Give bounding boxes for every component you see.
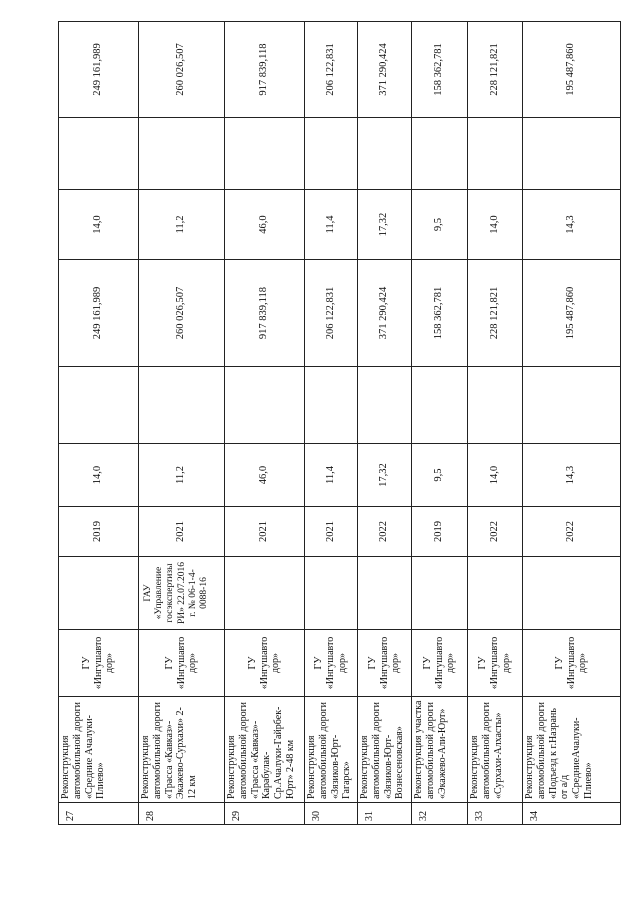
extra-value bbox=[305, 367, 358, 444]
road-length-planned: 17,32 bbox=[358, 190, 412, 260]
expertise-conclusion bbox=[305, 557, 358, 630]
row-number: 33 bbox=[468, 803, 523, 825]
table-row bbox=[305, 22, 358, 825]
road-length: 46,0 bbox=[225, 444, 305, 507]
road-length-planned: 14,0 bbox=[59, 190, 139, 260]
customer-org: ГУ «Ингушавто дор» bbox=[225, 630, 305, 697]
road-length-planned: 14,3 bbox=[523, 190, 621, 260]
table-body bbox=[59, 22, 621, 825]
estimated-cost: 228 121,821 bbox=[468, 260, 523, 367]
row-number: 28 bbox=[139, 803, 225, 825]
extra-value bbox=[412, 367, 468, 444]
table-row bbox=[412, 22, 468, 825]
customer-org: ГУ «Ингушавто дор» bbox=[412, 630, 468, 697]
extra-value-planned bbox=[358, 118, 412, 190]
estimated-cost: 206 122,831 bbox=[305, 260, 358, 367]
rotated-page bbox=[58, 22, 620, 825]
row-number: 32 bbox=[412, 803, 468, 825]
customer-org: ГУ «Ингушавто дор» bbox=[59, 630, 139, 697]
expertise-conclusion: ГАУ «Управление госэкспертизы РИ» 22.07.2016 г. № 06-1-4-0088-16 bbox=[139, 557, 225, 630]
row-number: 30 bbox=[305, 803, 358, 825]
row-number: 31 bbox=[358, 803, 412, 825]
customer-org: ГУ «Ингушавто дор» bbox=[139, 630, 225, 697]
extra-value-planned bbox=[139, 118, 225, 190]
road-reconstruction-table bbox=[58, 21, 621, 825]
road-length: 14,0 bbox=[59, 444, 139, 507]
extra-value-planned bbox=[305, 118, 358, 190]
table-row bbox=[139, 22, 225, 825]
object-name: Реконструкция автомобильной дороги «Сурхахи-Алхасты» bbox=[468, 697, 523, 803]
expertise-conclusion bbox=[59, 557, 139, 630]
table-row bbox=[468, 22, 523, 825]
extra-value bbox=[139, 367, 225, 444]
road-length-planned: 11,2 bbox=[139, 190, 225, 260]
completion-year: 2021 bbox=[225, 507, 305, 557]
planned-cost: 371 290,424 bbox=[358, 22, 412, 118]
road-length-planned: 9,5 bbox=[412, 190, 468, 260]
customer-org: ГУ «Ингушавто дор» bbox=[358, 630, 412, 697]
table-row bbox=[358, 22, 412, 825]
extra-value-planned bbox=[412, 118, 468, 190]
expertise-conclusion bbox=[468, 557, 523, 630]
planned-cost: 158 362,781 bbox=[412, 22, 468, 118]
completion-year: 2022 bbox=[358, 507, 412, 557]
table-row bbox=[225, 22, 305, 825]
extra-value-planned bbox=[59, 118, 139, 190]
object-name: Реконструкция автомобильной дороги «Трасса «Кавказ»-Экажево-Сурхахи» 2-12 км bbox=[139, 697, 225, 803]
object-name: Реконструкция автомобильной дороги «Зязиков-Юрт-Вознесеновская» bbox=[358, 697, 412, 803]
estimated-cost: 260 026,507 bbox=[139, 260, 225, 367]
road-length: 17,32 bbox=[358, 444, 412, 507]
road-length: 9,5 bbox=[412, 444, 468, 507]
road-length: 14,0 bbox=[468, 444, 523, 507]
expertise-conclusion bbox=[358, 557, 412, 630]
customer-org: ГУ «Ингушавто дор» bbox=[468, 630, 523, 697]
planned-cost: 249 161,989 bbox=[59, 22, 139, 118]
completion-year: 2021 bbox=[139, 507, 225, 557]
completion-year: 2022 bbox=[523, 507, 621, 557]
extra-value bbox=[468, 367, 523, 444]
table-row bbox=[523, 22, 621, 825]
object-name: Реконструкция участка автомобильной дороги «Экажево-Али-Юрт» bbox=[412, 697, 468, 803]
object-name: Реконструкция автомобильной дороги «Средние Ачалуки-Плиево» bbox=[59, 697, 139, 803]
customer-org: ГУ «Ингушавто дор» bbox=[523, 630, 621, 697]
road-length: 11,4 bbox=[305, 444, 358, 507]
extra-value bbox=[523, 367, 621, 444]
estimated-cost: 249 161,989 bbox=[59, 260, 139, 367]
object-name: Реконструкция автомобильной дороги «Подъезд к г.Назрань от а/д «СредниеАчалуки-Плиево» bbox=[523, 697, 621, 803]
row-number: 34 bbox=[523, 803, 621, 825]
estimated-cost: 371 290,424 bbox=[358, 260, 412, 367]
planned-cost: 228 121,821 bbox=[468, 22, 523, 118]
road-length-planned: 46,0 bbox=[225, 190, 305, 260]
table-frame bbox=[58, 22, 620, 825]
extra-value-planned bbox=[225, 118, 305, 190]
object-name: Реконструкция автомобильной дороги «Трасса «Кавказ»-Карабулак-Ср.Ачалуки-Гайрбек-Юрт» 2-48 км bbox=[225, 697, 305, 803]
planned-cost: 260 026,507 bbox=[139, 22, 225, 118]
planned-cost: 195 487,860 bbox=[523, 22, 621, 118]
completion-year: 2022 bbox=[468, 507, 523, 557]
completion-year: 2019 bbox=[59, 507, 139, 557]
road-length-planned: 11,4 bbox=[305, 190, 358, 260]
road-length-planned: 14,0 bbox=[468, 190, 523, 260]
expertise-conclusion bbox=[225, 557, 305, 630]
estimated-cost: 158 362,781 bbox=[412, 260, 468, 367]
object-name: Реконструкция автомобильной дороги «Зязиков-Юрт-Гагарск» bbox=[305, 697, 358, 803]
completion-year: 2019 bbox=[412, 507, 468, 557]
estimated-cost: 917 839,118 bbox=[225, 260, 305, 367]
extra-value bbox=[358, 367, 412, 444]
planned-cost: 917 839,118 bbox=[225, 22, 305, 118]
estimated-cost: 195 487,860 bbox=[523, 260, 621, 367]
extra-value-planned bbox=[468, 118, 523, 190]
planned-cost: 206 122,831 bbox=[305, 22, 358, 118]
table-row bbox=[59, 22, 139, 825]
completion-year: 2021 bbox=[305, 507, 358, 557]
road-length: 11,2 bbox=[139, 444, 225, 507]
extra-value bbox=[59, 367, 139, 444]
expertise-conclusion bbox=[523, 557, 621, 630]
row-number: 27 bbox=[59, 803, 139, 825]
row-number: 29 bbox=[225, 803, 305, 825]
extra-value-planned bbox=[523, 118, 621, 190]
expertise-conclusion bbox=[412, 557, 468, 630]
road-length: 14,3 bbox=[523, 444, 621, 507]
customer-org: ГУ «Ингушавто дор» bbox=[305, 630, 358, 697]
extra-value bbox=[225, 367, 305, 444]
